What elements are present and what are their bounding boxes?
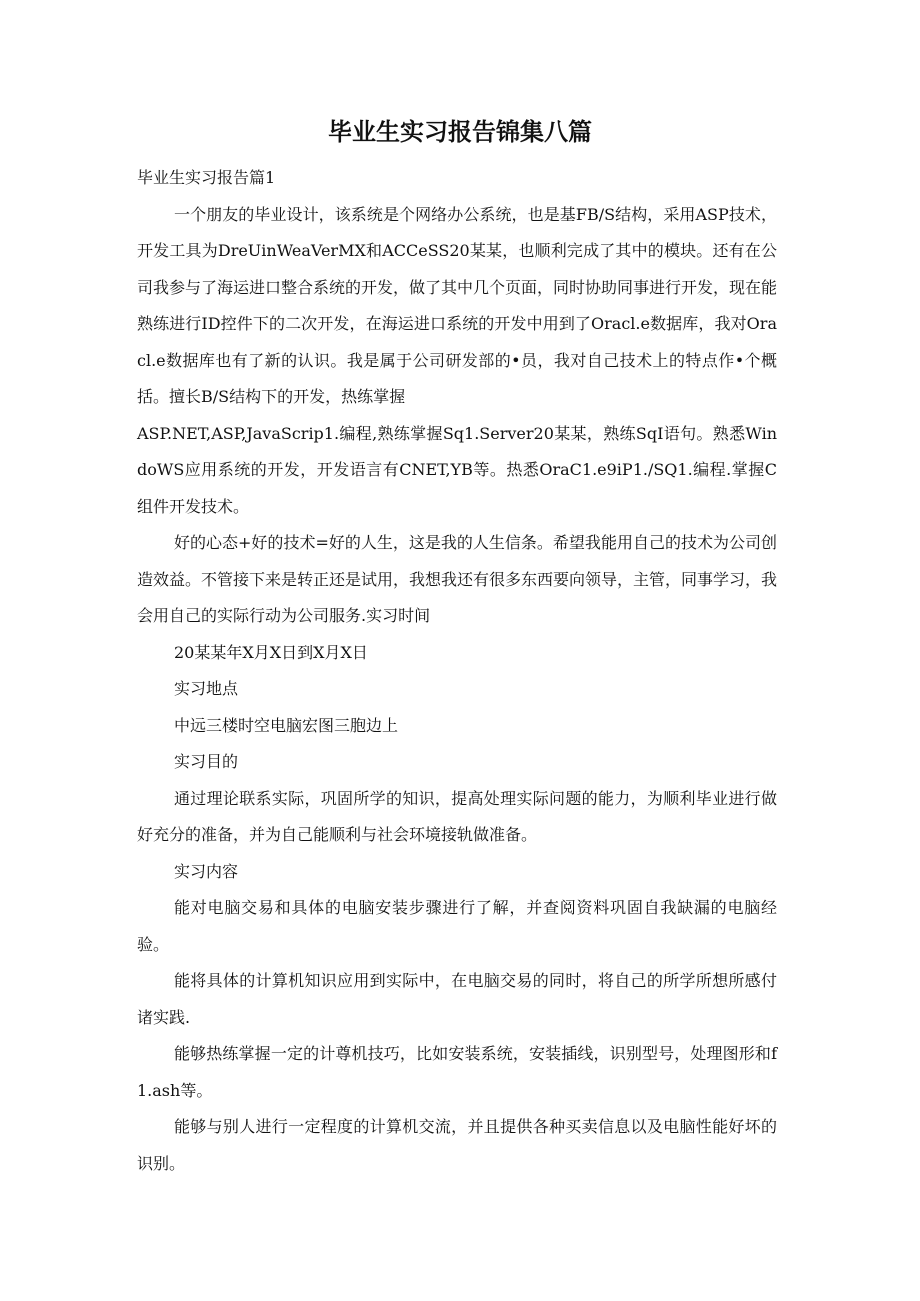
paragraph-motto: 好的心态+好的技术=好的人生，这是我的人生信条。希望我能用自己的技术为公司创造效益。不管接下来是转正还是试用，我想我还有很多东西要向领导，主管，同事学习，我会用自己的实际行动为公司服务.实习时间 — [137, 533, 778, 625]
heading-internship-content: 实习内容 — [174, 861, 239, 881]
paragraph-content-1: 能对电脑交易和具体的电脑安装步骤进行了解，并查阅资料巩固自我缺漏的电脑经验。 — [137, 898, 777, 954]
document-title: 毕业生实习报告锦集八篇 — [328, 118, 592, 146]
paragraph-intro: 一个朋友的毕业设计，该系统是个网络办公系统，也是基FB/S结构，采用ASP技术，开发工具为DreUinWeaVerMX和ACCeSS20某某，也顺利完成了其中的模块。还有在公司我参与了海运进口整合系统的开发，做了其中几个页面，同时协助同事进行开发，现在能熟练进行ID控件下的二次开发，在海运进口系统的开发中用到了Oracl.e数据库，我对Oracl.e数据库也有了新的认识。我是属于公司研发部的•员，我对自己技术上的特点作•个概括。擅长B/S结构下的开发，热练掌握 — [137, 204, 778, 406]
paragraph-skills: ASP.NET,ASP,JavaScrip1.编程,熟练掌握Sq1.Server20某某，熟练SqI语句。熟悉WindoWS应用系统的开发，开发语言有CNET,YB等。热悉OraC1.e9iP1./SQ1.编程.掌握C组件开发技术。 — [137, 423, 777, 516]
paragraph-content-4: 能够与别人进行一定程度的计算机交流，并且提供各种买卖信息以及电脑性能好坏的识别。 — [137, 1117, 777, 1173]
paragraph-content-2: 能将具体的计算机知识应用到实际中，在电脑交易的同时，将自己的所学所想所感付诸实践. — [137, 971, 777, 1027]
paragraph-internship-location: 中远三楼时空电脑宏图三胞边上 — [174, 715, 399, 735]
heading-internship-purpose: 实习目的 — [174, 752, 239, 771]
paragraph-internship-dates: 20某某年X月X日到X月X日 — [174, 642, 368, 662]
document-body — [137, 160, 777, 1182]
section-heading: 毕业生实习报告篇1 — [137, 168, 276, 187]
heading-internship-location: 实习地点 — [174, 679, 239, 698]
paragraph-internship-purpose: 通过理论联系实际，巩固所学的知识，提高处理实际问题的能力，为顺利毕业进行做好充分的准备，并为自己能顺利与社会环境接轨做准备。 — [137, 788, 777, 844]
paragraph-content-3: 能够热练掌握一定的计尊机技巧，比如安装系统，安装插线，识别型号，处理图形和f1.ash等。 — [137, 1044, 777, 1100]
